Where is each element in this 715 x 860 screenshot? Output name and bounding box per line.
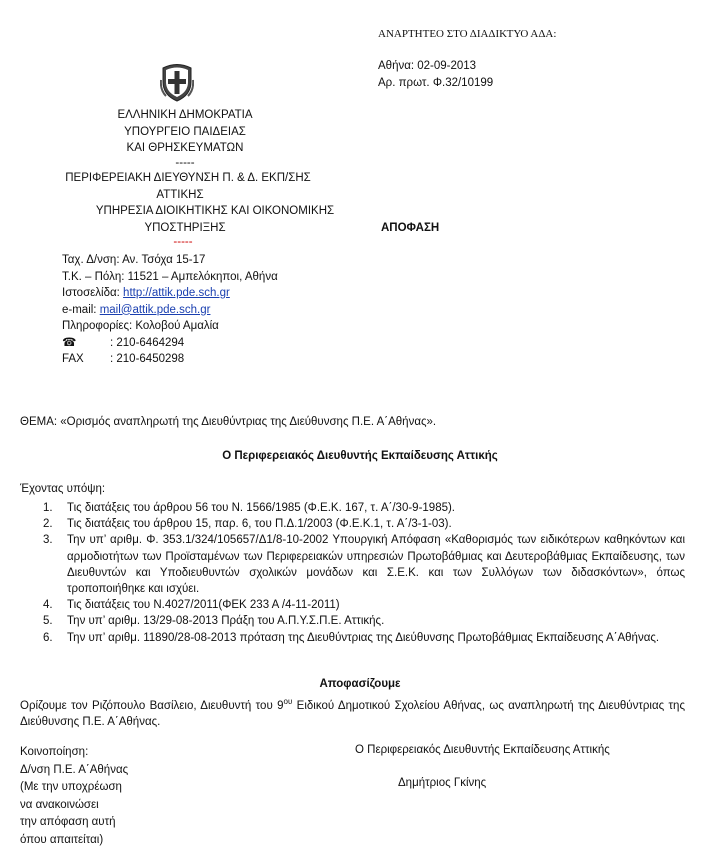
list-item [43, 597, 685, 613]
fax-number: : 210-6450298 [110, 353, 185, 365]
header-service: ΥΠΗΡΕΣΙΑ ΔΙΟΙΚΗΤΙΚΗΣ ΚΑΙ ΟΙΚΟΝΟΜΙΚΗΣ [95, 205, 335, 217]
list-item-text: Την υπ’ αριθμ. Φ. 353.1/324/105657/Δ1/8-10-2002 Υπουργική Απόφαση «Καθορισμός των ειδικότερων καθηκόντων και αρμοδιοτήτων των Προϊσταμένων των Περιφερειακών υπηρεσιών Πρωτοβάθμιας και Δευτεροβάθμιας Εκπαίδευσης, των Διευθυντών και Υποδιευθυντών σχολικών μονάδων και Σ.Ε.Κ. και των Συλλόγων των διδασκόντων», όπως τροποποιήθηκε και ισχύει. [67, 534, 685, 596]
contact-block [62, 252, 362, 368]
list-item [43, 516, 685, 532]
contact-email [62, 302, 362, 319]
contact-info: Πληροφορίες: Κολοβού Αμαλία [62, 320, 219, 332]
decision-text-part1: Ορίζουμε τον Ριζόπουλο Βασίλειο, Διευθυντή του 9 [20, 699, 284, 712]
list-item [43, 500, 685, 516]
subject-line: ΘΕΜΑ: «Ορισμός αναπληρωτή της Διευθύντριας της Διεύθυνσης Π.Ε. Α΄Αθήνας». [20, 416, 437, 428]
contact-fax [62, 351, 362, 368]
considering-label: Έχοντας υπόψη: [20, 483, 106, 495]
notification-note-2: να ανακοινώσει [20, 798, 99, 811]
contact-address: Ταχ. Δ/νση: Αν. Τσόχα 15-17 [62, 254, 206, 266]
signature-name: Δημήτριος Γκίνης [398, 777, 487, 789]
list-item-number: 5. [43, 615, 53, 628]
website-link[interactable]: http://attik.pde.sch.gr [123, 287, 230, 299]
list-item-number: 2. [43, 518, 53, 531]
we-decide-heading: Αποφασίζουμε [319, 678, 401, 690]
list-item-number: 3. [43, 534, 53, 547]
decision-label: ΑΠΟΦΑΣΗ [381, 222, 440, 234]
signature-title: Ο Περιφερειακός Διευθυντής Εκπαίδευσης Αττικής [355, 744, 610, 756]
notification-label: Κοινοποίηση: [20, 746, 89, 758]
header-support: ΥΠΟΣΤΗΡΙΞΗΣ [144, 221, 226, 234]
list-item-text: Την υπ’ αριθμ. 13/29-08-2013 Πράξη του Α.Π.Υ.Σ.Π.Ε. Αττικής. [67, 615, 385, 628]
email-link[interactable]: mail@attik.pde.sch.gr [99, 303, 211, 316]
director-heading: Ο Περιφερειακός Διευθυντής Εκπαίδευσης Αττικής [222, 450, 498, 462]
header-ministry-cont: ΚΑΙ ΘΡΗΣΚΕΥΜΑΤΩΝ [126, 142, 244, 154]
contact-phone [62, 335, 362, 352]
decision-text-part2: Ειδικού Δημοτικού Σχολείου Αθήνας, ως αναπληρωτή της Διευθύντριας της Διεύθυνσης Π.Ε. Α΄Αθήνας. [20, 699, 685, 729]
website-label: Ιστοσελίδα: [62, 287, 124, 299]
list-item-text: Τις διατάξεις του Ν.4027/2011(ΦΕΚ 233 Α /4-11-2011) [67, 599, 340, 612]
greek-coat-of-arms-icon [160, 62, 194, 102]
service-header [60, 203, 370, 248]
considerations-list [43, 500, 685, 646]
notification-block [20, 744, 128, 849]
list-item-number: 6. [43, 631, 53, 644]
decision-text [20, 694, 685, 731]
list-item [43, 630, 685, 646]
issuing-authority-header [60, 107, 310, 169]
header-separator-red: ----- [173, 236, 193, 248]
decision-ordinal-suffix: ου [283, 697, 293, 706]
list-item-number: 1. [43, 502, 53, 514]
phone-number: : 210-6464294 [110, 336, 185, 349]
header-directorate: ΠΕΡΙΦΕΡΕΙΑΚΗ ΔΙΕΥΘΥΝΣΗ Π. & Δ. ΕΚΠ/ΣΗΣ [65, 172, 311, 184]
protocol-number: Αρ. πρωτ. Φ.32/10199 [378, 77, 494, 89]
posted-online-label: ΑΝΑΡΤΗΤΕΟ ΣΤΟ ΔΙΑΔΙΚΤΥΟ ΑΔΑ: [378, 28, 557, 40]
directorate-header [20, 170, 356, 203]
contact-postal: Τ.Κ. – Πόλη: 11521 – Αμπελόκηποι, Αθήνα [62, 270, 278, 283]
notification-note-3: την απόφαση αυτή [20, 816, 116, 828]
notification-note-4: όπου απαιτείται) [20, 833, 104, 846]
header-region: ΑΤΤΙΚΗΣ [156, 188, 204, 201]
contact-website [62, 285, 362, 302]
list-item-text: Τις διατάξεις του άρθρου 15, παρ. 6, του Π.Δ.1/2003 (Φ.Ε.Κ.1, τ. Α΄/3-1-03). [67, 518, 452, 531]
telephone-icon: ☎ [62, 336, 77, 349]
date-line: Αθήνα: 02-09-2013 [378, 60, 477, 72]
list-item [43, 532, 685, 597]
notification-note-1: (Με την υποχρέωση [20, 781, 122, 793]
header-republic: ΕΛΛΗΝΙΚΗ ΔΗΜΟΚΡΑΤΙΑ [117, 109, 253, 121]
fax-label: FAX [62, 353, 84, 365]
list-item-text: Τις διατάξεις του άρθρου 56 του Ν. 1566/1985 (Φ.Ε.Κ. 167, τ. Α΄/30-9-1985). [67, 502, 456, 514]
list-item-number: 4. [43, 599, 53, 612]
list-item [43, 613, 685, 629]
header-separator: ----- [175, 156, 195, 169]
header-ministry: ΥΠΟΥΡΓΕΙΟ ΠΑΙΔΕΙΑΣ [124, 125, 246, 138]
email-label: e-mail: [62, 303, 100, 316]
notification-recipient: Δ/νση Π.Ε. Α΄Αθήνας [20, 763, 129, 776]
list-item-text: Την υπ’ αριθμ. 11890/28-08-2013 πρόταση της Διευθύντριας της Διεύθυνσης Πρωτοβάθμιας Εκπαίδευσης Α΄Αθήνας. [67, 631, 660, 644]
